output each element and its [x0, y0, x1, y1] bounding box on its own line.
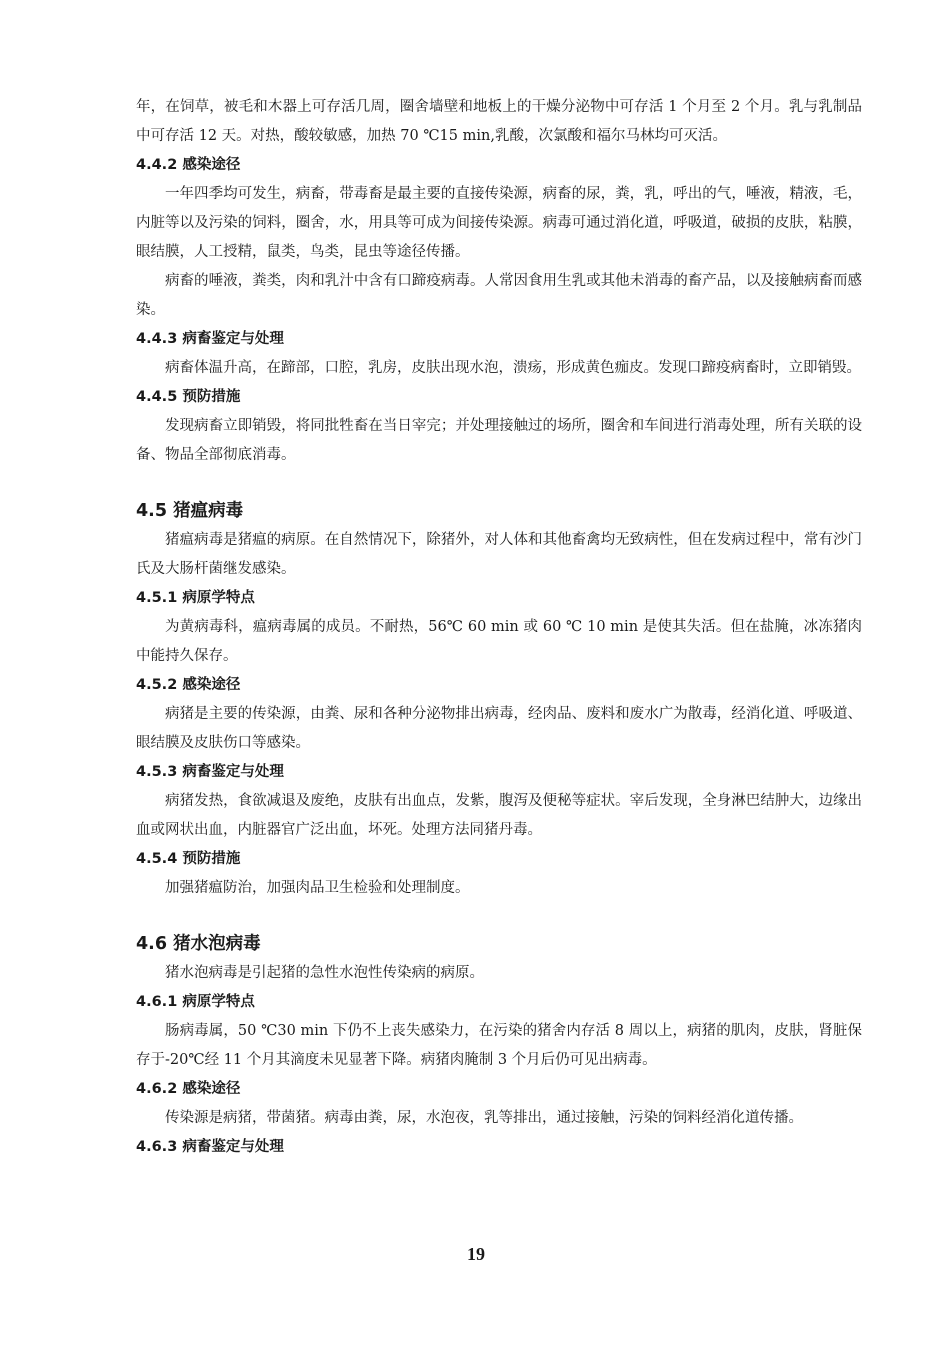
section-heading-4-5: 4.5 猪瘟病毒: [136, 501, 244, 521]
paragraph: 为黄病毒科，瘟病毒属的成员。不耐热，56℃ 60 min 或 60 ℃ 10 min 是使其失活。但在盐腌，冰冻猪肉中能持久保存。: [136, 619, 862, 664]
paragraph: 传染源是病猪，带菌猪。病毒由粪，尿，水泡夜，乳等排出，通过接触，污染的饲料经消化道传播。: [165, 1110, 803, 1126]
section-heading-4-6-2: 4.6.2 感染途径: [136, 1081, 241, 1097]
section-heading-4-5-2: 4.5.2 感染途径: [136, 677, 241, 693]
section-heading-4-4-5: 4.4.5 预防措施: [136, 389, 241, 405]
section-heading-4-5-4: 4.5.4 预防措施: [136, 851, 241, 867]
paragraph: 发现病畜立即销毁，将同批牲畜在当日宰完；并处理接触过的场所，圈舍和车间进行消毒处理，所有关联的设备、物品全部彻底消毒。: [136, 418, 862, 463]
paragraph: 病猪是主要的传染源，由粪、尿和各种分泌物排出病毒，经肉品、废料和废水广为散毒，经消化道、呼吸道、眼结膜及皮肤伤口等感染。: [136, 706, 862, 751]
paragraph: 肠病毒属，50 ℃30 min 下仍不上丧失感染力，在污染的猪舍内存活 8 周以上，病猪的肌肉，皮肤，肾脏保存于-20℃经 11 个月其滴度未见显著下降。病猪肉腌制 3 个月后仍可见出病毒。: [136, 1023, 862, 1068]
paragraph: 加强猪瘟防治，加强肉品卫生检验和处理制度。: [165, 880, 470, 896]
paragraph: 病畜的唾液，粪类，肉和乳汁中含有口蹄疫病毒。人常因食用生乳或其他未消毒的畜产品，以及接触病畜而感染。: [136, 273, 862, 318]
page-number: 19: [467, 1244, 485, 1264]
continued-paragraph: 年，在饲草，被毛和木器上可存活几周，圈舍墙壁和地板上的干燥分泌物中可存活 1 个月至 2 个月。乳与乳制品中可存活 12 天。对热，酸较敏感，加热 70 ℃15 min,乳酸，次氯酸和福尔马林均可灭活。: [136, 99, 862, 144]
paragraph: 病猪发热，食欲减退及废绝，皮肤有出血点，发紫，腹泻及便秘等症状。宰后发现，全身淋巴结肿大，边缘出血或网状出血，内脏器官广泛出血，坏死。处理方法同猪丹毒。: [136, 793, 862, 838]
paragraph: 猪水泡病毒是引起猪的急性水泡性传染病的病原。: [165, 965, 484, 981]
section-heading-4-4-2: 4.4.2 感染途径: [136, 157, 241, 173]
section-heading-4-6: 4.6 猪水泡病毒: [136, 934, 261, 954]
page-content: [136, 93, 862, 1162]
section-heading-4-6-1: 4.6.1 病原学特点: [136, 994, 255, 1010]
paragraph: 猪瘟病毒是猪瘟的病原。在自然情况下，除猪外，对人体和其他畜禽均无致病性，但在发病过程中，常有沙门氏及大肠杆菌继发感染。: [136, 532, 862, 577]
paragraph: 病畜体温升高，在蹄部，口腔，乳房，皮肤出现水泡，溃疡，形成黄色痂皮。发现口蹄疫病畜时，立即销毁。: [165, 360, 861, 376]
section-heading-4-5-1: 4.5.1 病原学特点: [136, 590, 255, 606]
section-heading-4-5-3: 4.5.3 病畜鉴定与处理: [136, 764, 284, 780]
section-heading-4-6-3: 4.6.3 病畜鉴定与处理: [136, 1139, 284, 1155]
section-heading-4-4-3: 4.4.3 病畜鉴定与处理: [136, 331, 284, 347]
paragraph: 一年四季均可发生，病畜，带毒畜是最主要的直接传染源，病畜的尿，粪，乳，呼出的气，唾液，精液，毛，内脏等以及污染的饲料，圈舍，水，用具等可成为间接传染源。病毒可通过消化道，呼吸道，破损的皮肤，粘膜，眼结膜，人工授精，鼠类，鸟类，昆虫等途径传播。: [136, 186, 862, 260]
